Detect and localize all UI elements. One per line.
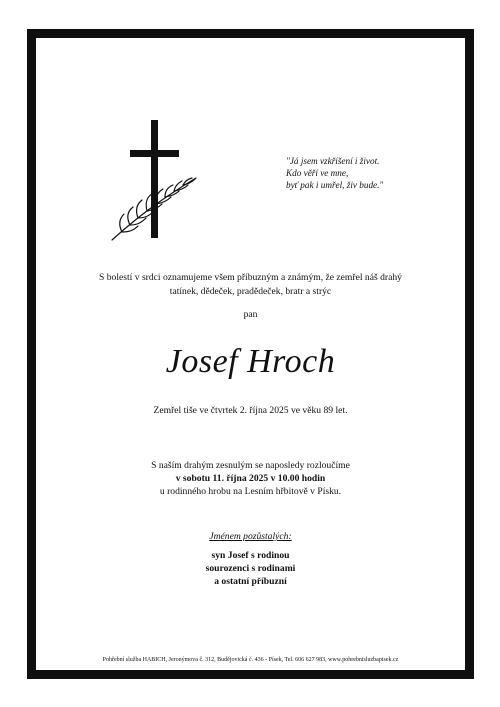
cross-with-palm-illustration [108,118,200,244]
quote-line: "Já jsem vzkříšení i život. [286,156,380,166]
intro-text [36,271,465,299]
bible-quote [286,155,436,191]
family-heading: Jménem pozůstalých: [209,531,292,542]
funeral-details [36,459,465,498]
family-list [36,549,465,588]
quote-line: byť pak i umřel, živ bude." [286,180,384,190]
funeral-line: S naším drahým zesnulým se naposledy rozloučíme [151,460,350,471]
funeral-service-footer: Pohřební služba HABICH, Jeronýmova č. 312, Budějovická č. 436 - Písek, Tel. 606 627 983, www.pohrebnisluzbapisek.cz [102,657,399,663]
pan-label: pan [243,309,258,320]
intro-line: tatínek, dědeček, pradědeček, bratr a strýc [169,286,332,297]
death-notice: Zemřel tiše ve čtvrtek 2. října 2025 ve věku 89 let. [153,405,348,416]
funeral-place: u rodinného hrobu na Lesním hřbitově v Písku. [159,486,342,497]
family-member: sourozenci s rodinami [205,563,296,574]
funeral-date-time: v sobotu 11. října 2025 v 10.00 hodin [175,473,326,484]
quote-line: Kdo věří ve mne, [286,168,349,178]
intro-line: S bolestí v srdci oznamujeme všem příbuzným a známým, že zemřel náš drahý [99,272,402,283]
cross-icon [130,120,179,238]
family-member: syn Josef s rodinou [211,550,290,561]
deceased-name: Josef Hroch [165,343,336,380]
family-member: a ostatní příbuzní [214,576,287,587]
